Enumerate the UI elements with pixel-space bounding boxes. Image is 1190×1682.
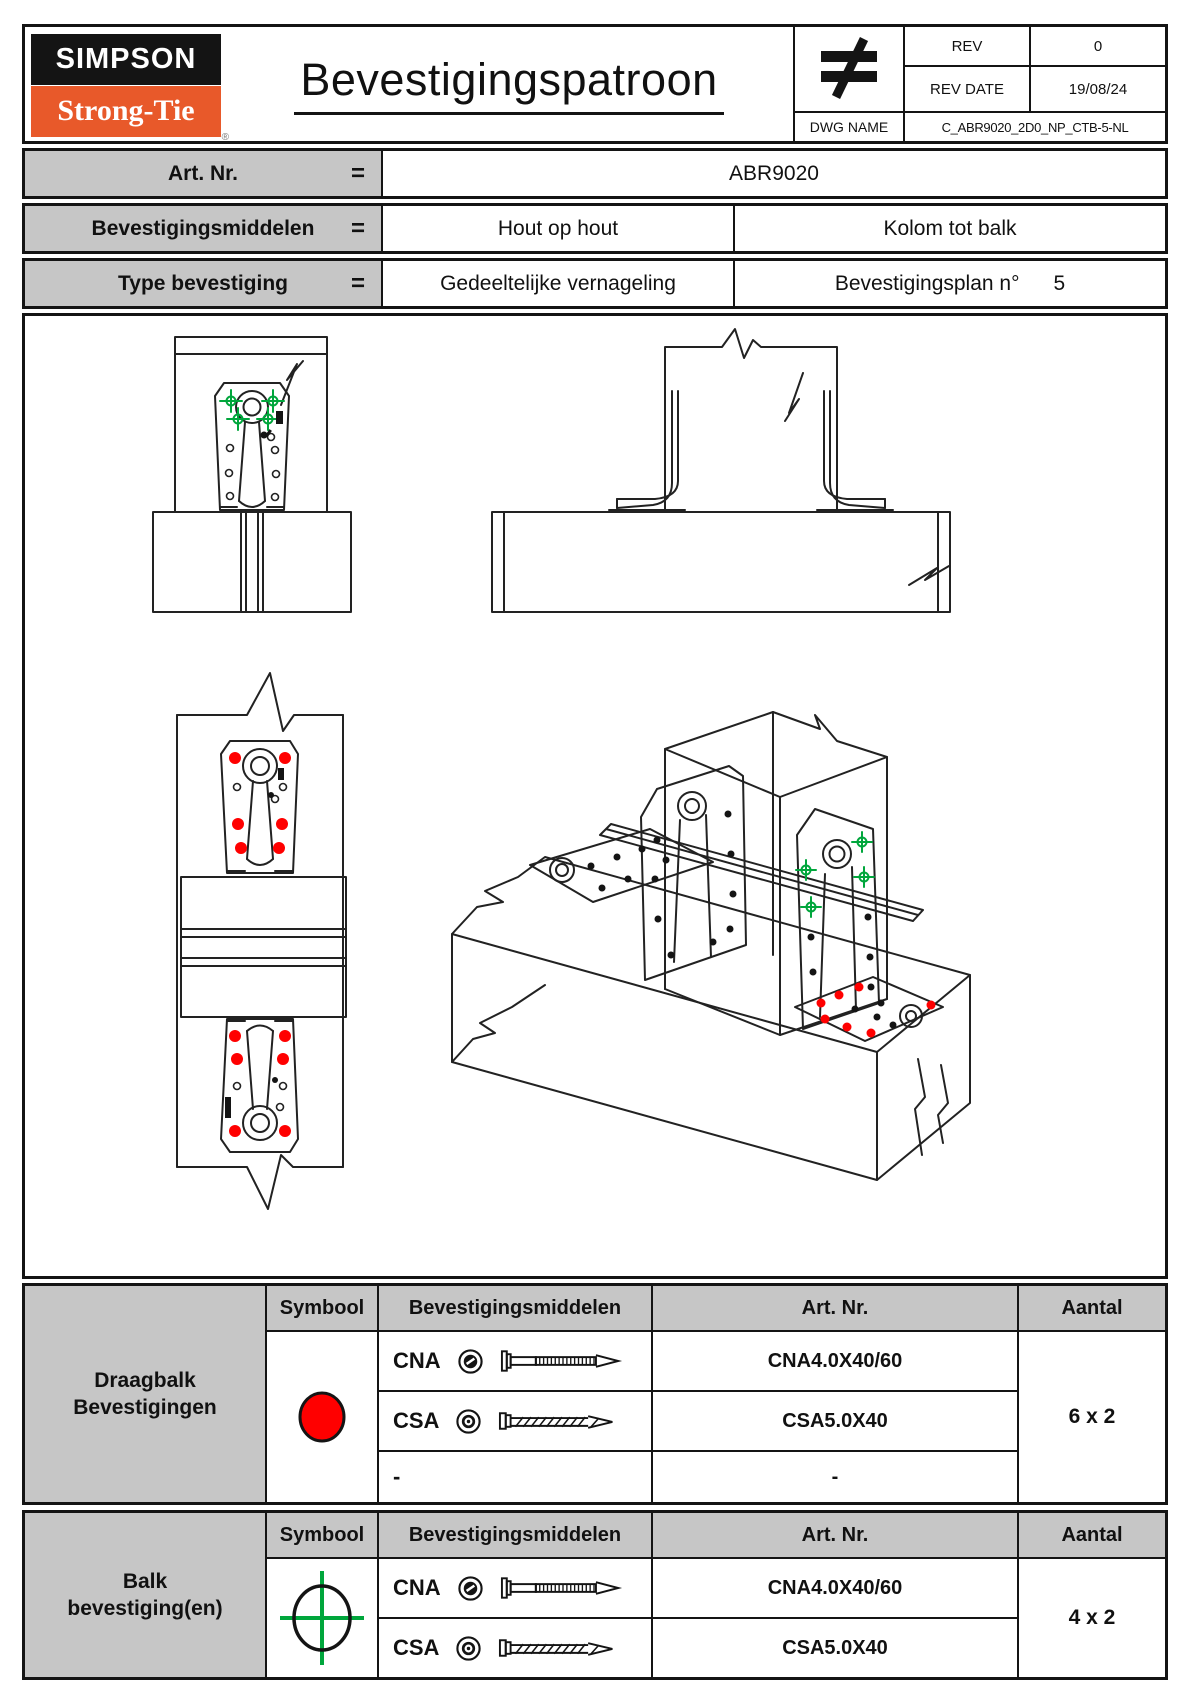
fixing-plan-number: 5 xyxy=(1053,271,1066,295)
sheet-title: Bevestigingspatroon xyxy=(294,54,723,115)
registered-trademark-icon: ® xyxy=(221,132,229,143)
nail-holes xyxy=(226,434,280,501)
nail-holes xyxy=(234,784,287,803)
info-row-fasteners xyxy=(22,203,1168,254)
equals-sign: = xyxy=(350,214,365,242)
break-symbol-icon xyxy=(909,566,949,585)
fastener-code: CSA xyxy=(393,1635,440,1660)
quantity-cell: 4 x 2 xyxy=(1019,1559,1165,1677)
column-header-fasteners: Bevestigingsmiddelen xyxy=(379,1513,651,1557)
nail-dots xyxy=(588,811,737,959)
fixing-type-label-text: Type bevestiging xyxy=(118,271,288,295)
fasteners-value-right: Kolom tot balk xyxy=(735,206,1165,251)
rev-date-value: 19/08/24 xyxy=(1031,67,1165,111)
technical-drawings-panel xyxy=(22,313,1168,1279)
symbol-cell xyxy=(267,1332,377,1502)
equals-sign: = xyxy=(350,159,365,187)
fasteners-label xyxy=(25,206,381,251)
red-nail-markers xyxy=(229,752,291,854)
column-header-art-nr: Art. Nr. xyxy=(653,1286,1017,1330)
cna-nail-icon xyxy=(500,1346,626,1376)
sheet-header xyxy=(22,24,1168,144)
info-row-art-nr xyxy=(22,148,1168,199)
art-nr-cell: CSA5.0X40 xyxy=(653,1392,1017,1450)
group-label: Draagbalk Bevestigingen xyxy=(25,1286,265,1502)
beam-fixing-crosshair-markers xyxy=(796,832,874,917)
csa-head-icon xyxy=(455,1635,482,1662)
simpson-strongtie-logo xyxy=(25,27,229,143)
cna-nail-icon xyxy=(500,1573,626,1603)
column-header-symbol: Symbool xyxy=(267,1513,377,1557)
column-header-fasteners: Bevestigingsmiddelen xyxy=(379,1286,651,1330)
csa-screw-icon xyxy=(498,1633,624,1663)
break-symbol-icon xyxy=(281,361,303,405)
art-nr-cell: CSA5.0X40 xyxy=(653,1619,1017,1677)
cna-head-icon xyxy=(457,1348,484,1375)
rev-label: REV xyxy=(905,27,1029,65)
cna-head-icon xyxy=(457,1575,484,1602)
isometric-view-drawing xyxy=(452,712,970,1180)
break-symbol-icon xyxy=(785,373,803,421)
fastener-row-empty: - xyxy=(379,1452,651,1502)
column-header-qty: Aantal xyxy=(1019,1513,1165,1557)
csa-head-icon xyxy=(455,1408,482,1435)
fasteners-label-text: Bevestigingsmiddelen xyxy=(91,216,315,240)
technical-drawings xyxy=(25,316,1165,1276)
front-view-drawing xyxy=(153,337,351,612)
column-header-art-nr: Art. Nr. xyxy=(653,1513,1017,1557)
fastener-code: CSA xyxy=(393,1408,440,1433)
fastener-row-cna xyxy=(379,1559,651,1617)
fastener-code: CNA xyxy=(393,1575,441,1600)
quantity-cell: 6 x 2 xyxy=(1019,1332,1165,1502)
equals-sign: = xyxy=(350,269,365,297)
symbol-cell xyxy=(267,1559,377,1677)
fastener-code: CNA xyxy=(393,1348,441,1373)
not-equal-icon xyxy=(806,33,892,105)
red-dot-symbol-icon xyxy=(290,1383,354,1451)
column-header-symbol: Symbool xyxy=(267,1286,377,1330)
fixing-type-label xyxy=(25,261,381,306)
fastener-row-csa xyxy=(379,1392,651,1450)
logo-strongtie-text: Strong-Tie xyxy=(31,86,221,137)
revision-block xyxy=(793,27,1165,141)
break-symbol-icon xyxy=(938,1065,948,1143)
fasteners-value-left: Hout op hout xyxy=(383,206,733,251)
art-nr-value: ABR9020 xyxy=(383,151,1165,196)
green-crosshair-symbol-icon xyxy=(276,1563,368,1673)
fastener-row-csa xyxy=(379,1619,651,1677)
logo-simpson-text: SIMPSON xyxy=(31,34,221,85)
front-view-beam-drawing xyxy=(177,673,346,1209)
nail-dots xyxy=(808,914,875,991)
art-nr-label xyxy=(25,151,381,196)
art-nr-cell: CNA4.0X40/60 xyxy=(653,1332,1017,1390)
fixing-plan xyxy=(735,261,1165,306)
csa-screw-icon xyxy=(498,1406,624,1436)
art-nr-label-text: Art. Nr. xyxy=(167,161,238,185)
art-nr-cell: - xyxy=(653,1452,1017,1502)
side-view-drawing xyxy=(492,329,950,612)
red-nail-markers xyxy=(817,983,936,1038)
group-label: Balk bevestiging(en) xyxy=(25,1513,265,1677)
rev-date-label: REV DATE xyxy=(905,67,1029,111)
art-nr-cell: CNA4.0X40/60 xyxy=(653,1559,1017,1617)
beam-fixings-table xyxy=(22,1283,1168,1505)
dwg-name-value: C_ABR9020_2D0_NP_CTB-5-NL xyxy=(905,113,1165,141)
rev-value: 0 xyxy=(1031,27,1165,65)
column-header-qty: Aantal xyxy=(1019,1286,1165,1330)
fixing-type-value-left: Gedeeltelijke vernageling xyxy=(383,261,733,306)
not-equal-icon xyxy=(795,27,903,111)
fastener-row-cna xyxy=(379,1332,651,1390)
info-row-fixing-type xyxy=(22,258,1168,309)
dwg-name-label: DWG NAME xyxy=(795,113,903,141)
joist-fixings-table xyxy=(22,1510,1168,1680)
fixing-plan-label: Bevestigingsplan n° xyxy=(834,271,1020,295)
